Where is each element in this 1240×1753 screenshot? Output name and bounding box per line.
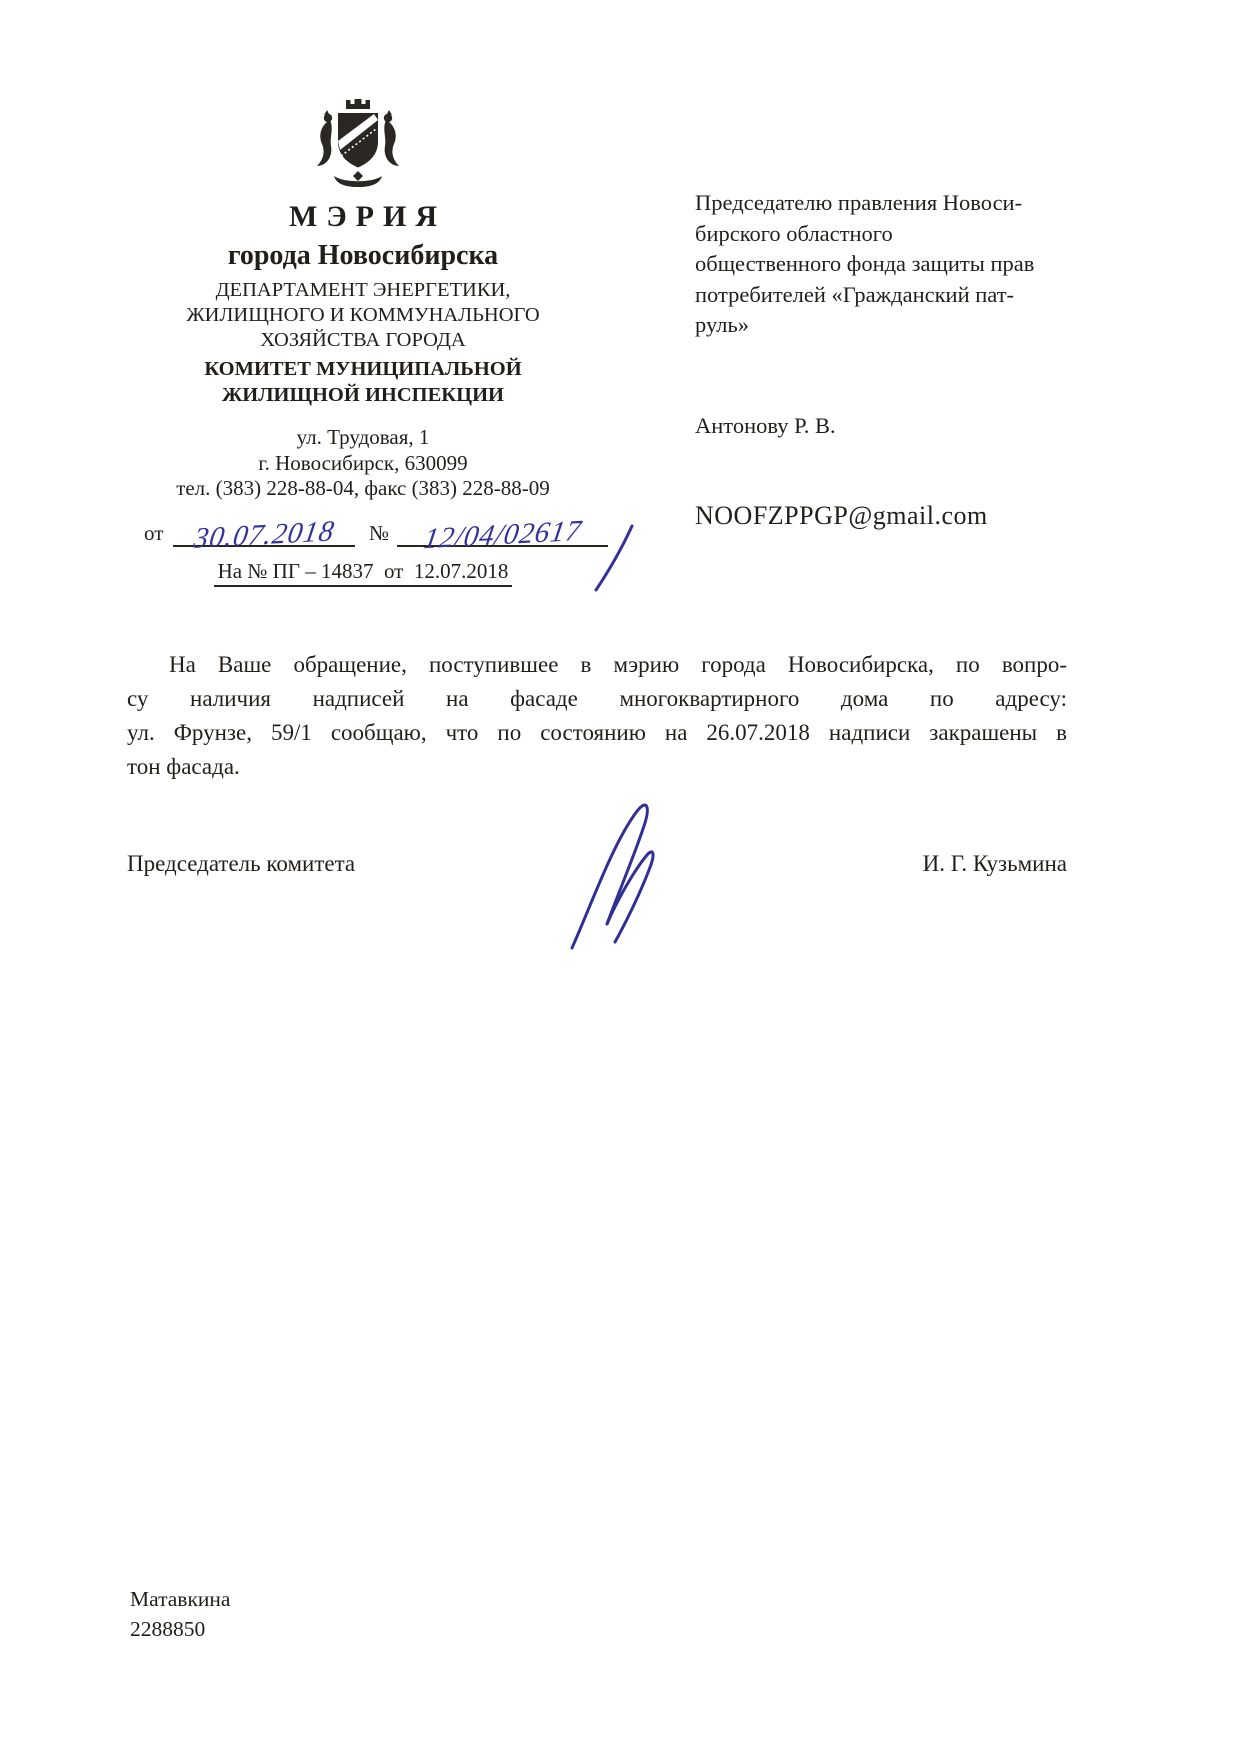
letterhead: [118, 200, 608, 584]
pen-stroke: [592, 522, 636, 594]
outgoing-number-row: [118, 511, 608, 555]
executor-block: [130, 1584, 230, 1644]
department-line: ХОЗЯЙСТВА ГОРОДА: [260, 329, 466, 351]
handwritten-signature: [556, 796, 688, 954]
signer-position: Председатель комитета: [127, 851, 356, 876]
address-line: тел. (383) 228-88-04, факс (383) 228-88-09: [176, 476, 550, 500]
org-subtitle: города Новосибирска: [227, 240, 499, 271]
addressee-email: NOOFZPPGP@gmail.com: [695, 501, 988, 530]
committee-line: ЖИЛИЩНОЙ ИНСПЕКЦИИ: [222, 384, 504, 406]
letter-body: [127, 648, 1067, 784]
addressee-name: Антонову Р. В.: [695, 412, 836, 438]
org-title: МЭРИЯ: [289, 200, 446, 233]
coat-of-arms-icon: [312, 96, 404, 192]
address-line: г. Новосибирск, 630099: [258, 450, 468, 475]
body-line: су наличия надписей на фасаде многоквартирного дома по адресу:: [127, 686, 1067, 711]
executor-phone: 2288850: [130, 1617, 206, 1641]
number-blank-field: [397, 511, 608, 555]
executor-name: Матавкина: [130, 1587, 231, 1611]
addressee-line: руль»: [695, 312, 749, 337]
reference-row: [118, 559, 608, 584]
addressee-line: бирского областного: [695, 220, 893, 246]
department-line: ЖИЛИЩНОГО И КОММУНАЛЬНОГО: [186, 304, 540, 326]
addressee-line: общественного фонда защиты прав: [695, 251, 1035, 276]
number-label: №: [369, 520, 390, 545]
committee-line: КОМИТЕТ МУНИЦИПАЛЬНОЙ: [204, 358, 522, 380]
address-line: ул. Трудовая, 1: [296, 425, 430, 449]
handwritten-date: 30.07.2018: [191, 514, 337, 555]
handwritten-number: 12/04/02617: [421, 514, 584, 555]
addressee-line: Председателю правления Новоси-: [695, 190, 1023, 215]
body-line: ул. Фрунзе, 59/1 сообщаю, что по состоянию на 26.07.2018 надписи закрашены в: [127, 720, 1067, 745]
date-label: от: [144, 520, 164, 545]
addressee-block: [695, 188, 1115, 532]
body-line: На Ваше обращение, поступившее в мэрию города Новосибирска, по вопро-: [169, 652, 1067, 677]
signer-name: И. Г. Кузьмина: [922, 851, 1067, 876]
incoming-reference: На № ПГ – 14837 от 12.07.2018: [214, 559, 513, 587]
date-blank-field: [173, 511, 355, 555]
body-line: тон фасада.: [127, 754, 240, 779]
addressee-line: потребителей «Гражданский пат-: [695, 281, 1015, 307]
department-line: ДЕПАРТАМЕНТ ЭНЕРГЕТИКИ,: [215, 279, 511, 301]
